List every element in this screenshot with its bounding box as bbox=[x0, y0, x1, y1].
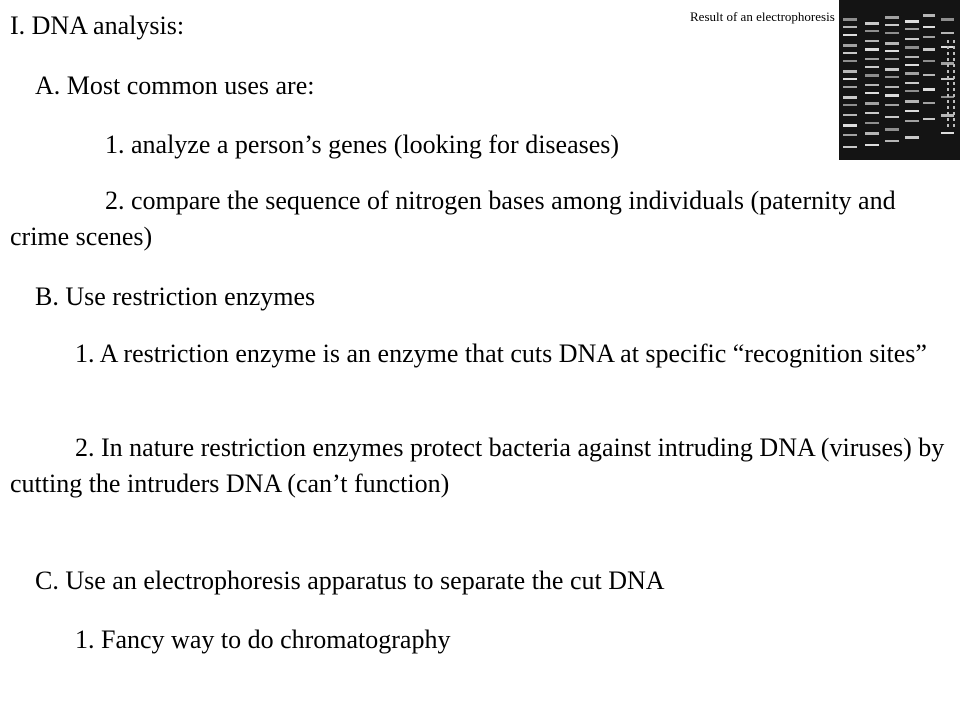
gel-lane-marking bbox=[947, 106, 949, 109]
outline-item-b-1: 1. A restriction enzyme is an enzyme that cuts DNA at specific “recognition sites” bbox=[75, 339, 927, 368]
gel-band bbox=[905, 28, 919, 30]
gel-lane-marking bbox=[947, 64, 949, 67]
outline-item-a: A. Most common uses are: bbox=[35, 71, 315, 100]
gel-band bbox=[885, 104, 899, 106]
gel-band bbox=[923, 102, 935, 104]
gel-lane-marking bbox=[953, 46, 955, 49]
gel-lane-marking bbox=[947, 88, 949, 91]
gel-band bbox=[905, 110, 919, 112]
gel-band bbox=[885, 50, 899, 52]
gel-band bbox=[885, 76, 899, 78]
gel-band bbox=[865, 102, 879, 105]
gel-band bbox=[905, 90, 919, 92]
gel-band bbox=[923, 26, 935, 28]
gel-band bbox=[865, 144, 879, 146]
outline-item-b-2: 2. In nature restriction enzymes protect bacteria against intruding DNA (viruses) by cutting the intruders DNA (can’t function) bbox=[10, 433, 945, 498]
gel-band bbox=[905, 72, 919, 75]
gel-lane-marking bbox=[947, 46, 949, 49]
gel-band bbox=[885, 16, 899, 19]
gel-lane-marking bbox=[953, 88, 955, 91]
gel-lane-marking bbox=[953, 58, 955, 61]
gel-band bbox=[843, 96, 857, 99]
gel-band bbox=[865, 22, 879, 25]
gel-lane-marking bbox=[947, 100, 949, 103]
outline-item-c-1: 1. Fancy way to do chromatography bbox=[75, 625, 451, 654]
gel-band bbox=[923, 60, 935, 62]
gel-band bbox=[865, 40, 879, 42]
gel-band bbox=[843, 146, 857, 148]
gel-lane-marking bbox=[947, 94, 949, 97]
gel-band bbox=[905, 56, 919, 58]
gel-band bbox=[865, 30, 879, 32]
gel-band bbox=[865, 84, 879, 86]
gel-band bbox=[941, 32, 954, 34]
gel-band bbox=[843, 26, 857, 28]
gel-lane-marking bbox=[953, 76, 955, 79]
gel-bands-graphic bbox=[839, 0, 960, 160]
gel-band bbox=[905, 64, 919, 66]
gel-band bbox=[885, 86, 899, 88]
gel-lane-marking bbox=[953, 64, 955, 67]
gel-lane-marking bbox=[947, 82, 949, 85]
gel-band bbox=[923, 48, 935, 51]
gel-lane-marking bbox=[953, 124, 955, 127]
gel-lane-marking bbox=[953, 118, 955, 121]
gel-band bbox=[885, 68, 899, 71]
gel-band bbox=[905, 82, 919, 84]
gel-image-caption: Result of an electrophoresis bbox=[690, 9, 835, 24]
outline-heading: I. DNA analysis: bbox=[10, 11, 185, 40]
gel-band bbox=[843, 134, 857, 136]
gel-band bbox=[885, 116, 899, 118]
outline-item-a-2: 2. compare the sequence of nitrogen bases among individuals (paternity and crime scenes) bbox=[10, 186, 896, 251]
gel-band bbox=[885, 32, 899, 34]
gel-lane-marking bbox=[953, 82, 955, 85]
gel-lane-marking bbox=[947, 124, 949, 127]
gel-lane-marking bbox=[953, 94, 955, 97]
gel-band bbox=[843, 70, 857, 73]
outline-item-c: C. Use an electrophoresis apparatus to separate the cut DNA bbox=[35, 566, 665, 595]
gel-lane-marking bbox=[947, 76, 949, 79]
gel-band bbox=[843, 60, 857, 62]
gel-band bbox=[843, 86, 857, 88]
gel-band bbox=[885, 128, 899, 131]
gel-band bbox=[843, 124, 857, 127]
gel-lane-marking bbox=[953, 112, 955, 115]
gel-band bbox=[905, 100, 919, 103]
outline-item-a-1: 1. analyze a person’s genes (looking for diseases) bbox=[105, 130, 620, 159]
gel-band bbox=[885, 140, 899, 142]
gel-band bbox=[843, 44, 857, 47]
gel-lane-marking bbox=[947, 52, 949, 55]
gel-band bbox=[905, 120, 919, 122]
gel-band bbox=[923, 118, 935, 120]
gel-lane-marking bbox=[947, 118, 949, 121]
gel-band bbox=[923, 74, 935, 76]
gel-band bbox=[905, 46, 919, 49]
gel-band bbox=[923, 14, 935, 17]
gel-band bbox=[843, 104, 857, 106]
gel-band bbox=[905, 136, 919, 139]
gel-lane-marking bbox=[953, 40, 955, 43]
gel-band bbox=[865, 122, 879, 124]
gel-band bbox=[843, 18, 857, 21]
gel-lane-marking bbox=[947, 40, 949, 43]
gel-band bbox=[865, 58, 879, 60]
electrophoresis-gel-image bbox=[839, 0, 960, 160]
gel-band bbox=[865, 132, 879, 135]
gel-band bbox=[843, 114, 857, 116]
gel-band bbox=[885, 24, 899, 26]
gel-lane-marking bbox=[953, 70, 955, 73]
outline-item-b: B. Use restriction enzymes bbox=[35, 282, 316, 311]
gel-band bbox=[865, 112, 879, 114]
gel-lane-marking bbox=[953, 106, 955, 109]
gel-band bbox=[865, 92, 879, 94]
gel-band bbox=[923, 88, 935, 91]
gel-band bbox=[885, 58, 899, 60]
gel-band bbox=[865, 66, 879, 68]
gel-band bbox=[923, 36, 935, 38]
gel-band bbox=[865, 48, 879, 51]
gel-band bbox=[843, 78, 857, 80]
gel-band bbox=[941, 18, 954, 21]
gel-band bbox=[885, 42, 899, 45]
gel-band bbox=[941, 132, 954, 134]
gel-band bbox=[905, 38, 919, 40]
gel-lane-marking bbox=[947, 70, 949, 73]
gel-band bbox=[843, 52, 857, 54]
gel-band bbox=[843, 34, 857, 36]
gel-lane-marking bbox=[947, 112, 949, 115]
gel-lane-marking bbox=[953, 52, 955, 55]
gel-band bbox=[865, 74, 879, 77]
gel-band bbox=[905, 20, 919, 23]
gel-lane-marking bbox=[947, 58, 949, 61]
gel-lane-marking bbox=[953, 100, 955, 103]
gel-band bbox=[885, 94, 899, 97]
